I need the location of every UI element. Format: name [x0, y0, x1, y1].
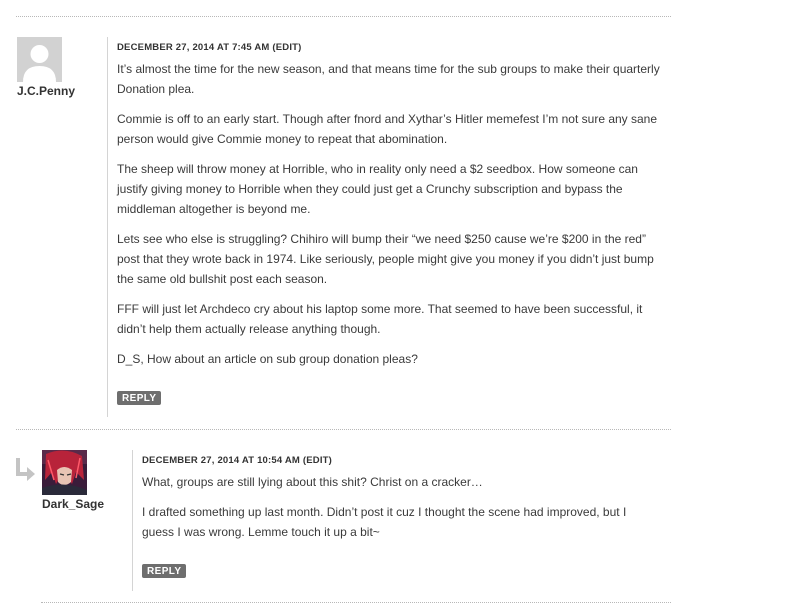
comment-date[interactable]: DECEMBER 27, 2014 AT 7:45 AM (EDIT) [117, 42, 302, 53]
comment-body [117, 59, 662, 379]
comment-divider-line [107, 37, 108, 417]
avatar [17, 37, 62, 82]
avatar [42, 450, 87, 495]
comment-paragraph: I drafted something up last month. Didn’t post it cuz I thought the scene had improved, but I guess I was wrong. Lemme touch it up a bit~ [142, 505, 627, 539]
anime-character-icon [42, 450, 87, 495]
reply-arrow-icon [14, 456, 36, 482]
comment-paragraph: D_S, How about an article on sub group donation pleas? [117, 352, 418, 366]
reply-button[interactable]: REPLY [142, 564, 186, 578]
comment-paragraph: Commie is off to an early start. Though after fnord and Xythar’s Hitler memefest I’m not sure any sane person would give Commie money to repeat that abomination. [117, 112, 658, 146]
comment-date[interactable]: DECEMBER 27, 2014 AT 10:54 AM (EDIT) [142, 455, 333, 466]
comment-paragraph: The sheep will throw money at Horrible, who in reality only need a $2 seedbox. How someone can justify giving money to Horrible when they could just get a Crunchy subscription and bypass the middleman altogether is beyond me. [117, 162, 638, 216]
comment-paragraph: What, groups are still lying about this shit? Christ on a cracker… [142, 475, 483, 489]
comment-body [142, 472, 652, 552]
comment-divider-line [132, 450, 133, 591]
comment-paragraph: FFF will just let Archdeco cry about his laptop some more. That seemed to have been successful, it didn’t help them actually release anything though. [117, 302, 643, 336]
divider [16, 16, 671, 17]
divider [16, 429, 671, 430]
default-person-icon [17, 37, 62, 82]
comment-paragraph: Lets see who else is struggling? Chihiro will bump their “we need $250 cause we’re $200 in the red” post that they wrote back in 1974. Like seriously, people might give you money if you didn’t just bump the same old bullshit post each season. [117, 232, 654, 286]
comment-author[interactable]: J.C.Penny [17, 84, 76, 98]
comment-author[interactable]: Dark_Sage [42, 497, 105, 511]
divider [41, 602, 671, 603]
comment-paragraph: It’s almost the time for the new season, and that means time for the sub groups to make their quarterly Donation plea. [117, 62, 660, 96]
reply-button[interactable]: REPLY [117, 391, 161, 405]
